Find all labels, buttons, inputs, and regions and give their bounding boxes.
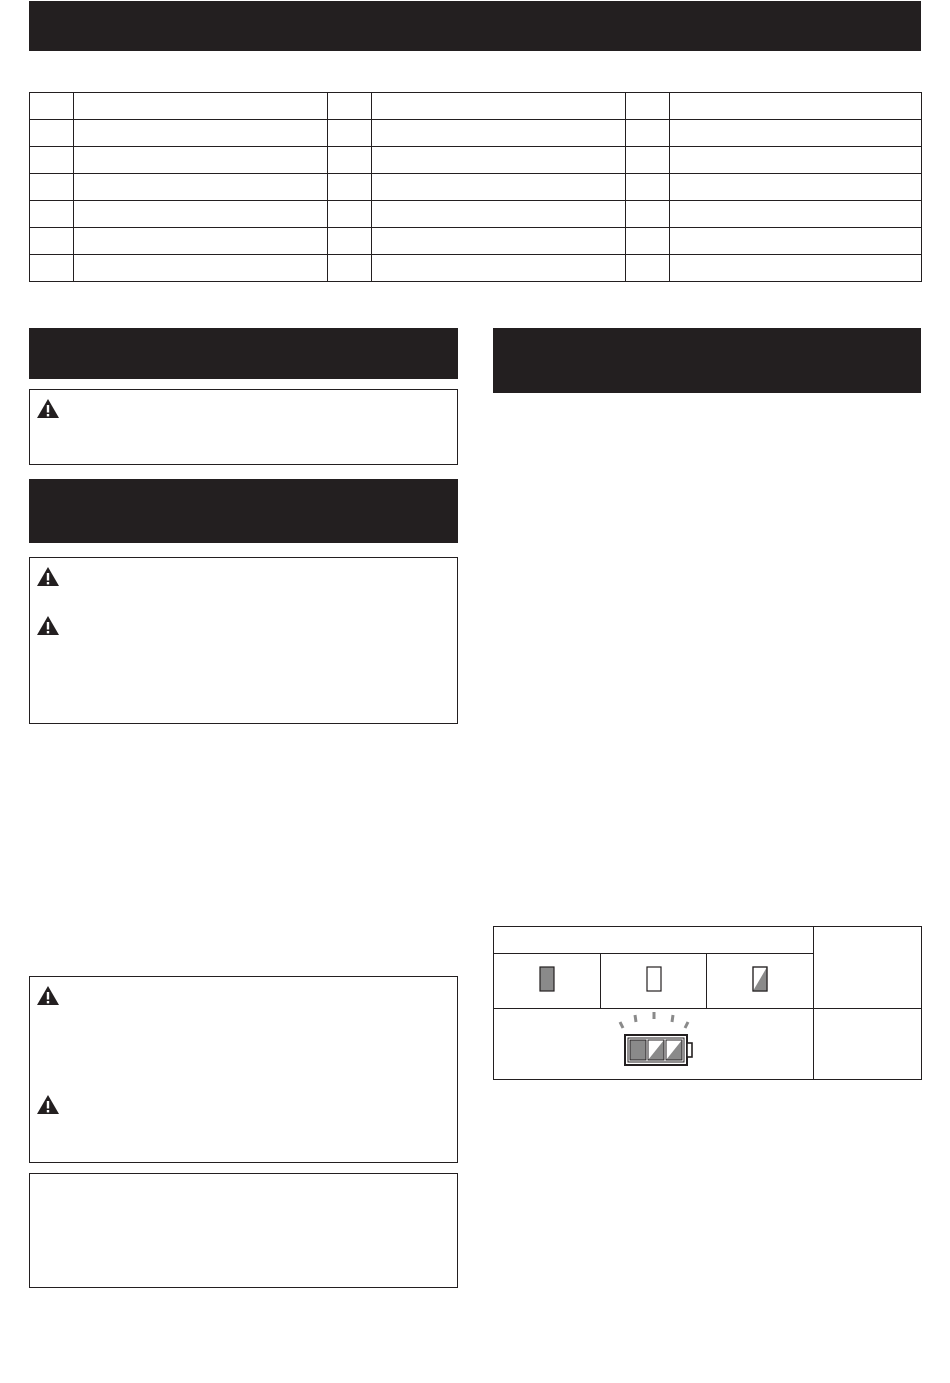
part-name-cell [670,228,922,255]
part-number-cell [30,93,74,120]
part-name-cell [372,228,626,255]
part-number-cell [328,201,372,228]
table-row [30,255,922,282]
note-box [29,1173,458,1288]
lamp-state-cell [494,954,601,1009]
part-name-cell [74,228,328,255]
warning-box-3 [29,976,458,1163]
lamp-state-cell [601,954,707,1009]
lamp-state-cell [707,954,814,1009]
part-name-cell [74,147,328,174]
warning-box-1 [29,389,458,465]
part-name-cell [372,147,626,174]
section-title-bar-1 [29,328,458,379]
part-number-cell [328,147,372,174]
table-row [30,174,922,201]
part-name-cell [74,93,328,120]
indicator-header-cell [494,927,814,954]
battery-indicator-icon [610,1011,698,1073]
part-number-cell [328,228,372,255]
part-number-cell [626,255,670,282]
part-number-cell [328,120,372,147]
part-number-cell [626,228,670,255]
capacity-header-cell [814,927,922,1009]
lamp-off-icon [646,966,662,992]
warning-triangle-icon [36,985,60,1006]
part-number-cell [328,93,372,120]
part-number-cell [30,120,74,147]
section-title-bar-3 [493,328,921,393]
lamp-blinking-icon [752,966,768,992]
part-number-cell [626,93,670,120]
part-number-cell [626,147,670,174]
part-name-cell [670,120,922,147]
part-name-cell [74,201,328,228]
warning-triangle-icon [36,398,60,419]
battery-icon-cell [494,1009,814,1080]
parts-table [29,92,921,279]
capacity-value-cell [814,1009,922,1080]
warning-box-2 [29,557,458,724]
warning-triangle-icon [36,1094,60,1115]
table-row [30,120,922,147]
part-name-cell [670,201,922,228]
part-name-cell [372,93,626,120]
part-number-cell [626,201,670,228]
part-number-cell [328,174,372,201]
part-name-cell [372,201,626,228]
warning-triangle-icon [36,566,60,587]
table-row [30,93,922,120]
part-number-cell [328,255,372,282]
part-name-cell [74,120,328,147]
part-number-cell [30,228,74,255]
part-number-cell [30,174,74,201]
part-number-cell [30,147,74,174]
indicator-table [493,926,921,1079]
part-name-cell [74,255,328,282]
table-row [30,228,922,255]
part-name-cell [670,174,922,201]
part-name-cell [372,174,626,201]
table-row [30,147,922,174]
part-name-cell [670,255,922,282]
part-number-cell [30,201,74,228]
warning-triangle-icon [36,615,60,636]
part-name-cell [372,120,626,147]
part-name-cell [74,174,328,201]
header-bar [29,1,921,51]
section-title-bar-2 [29,479,458,543]
lamp-lighted-icon [539,966,555,992]
part-number-cell [626,120,670,147]
part-name-cell [670,93,922,120]
part-name-cell [372,255,626,282]
part-number-cell [626,174,670,201]
part-number-cell [30,255,74,282]
part-name-cell [670,147,922,174]
table-row [30,201,922,228]
